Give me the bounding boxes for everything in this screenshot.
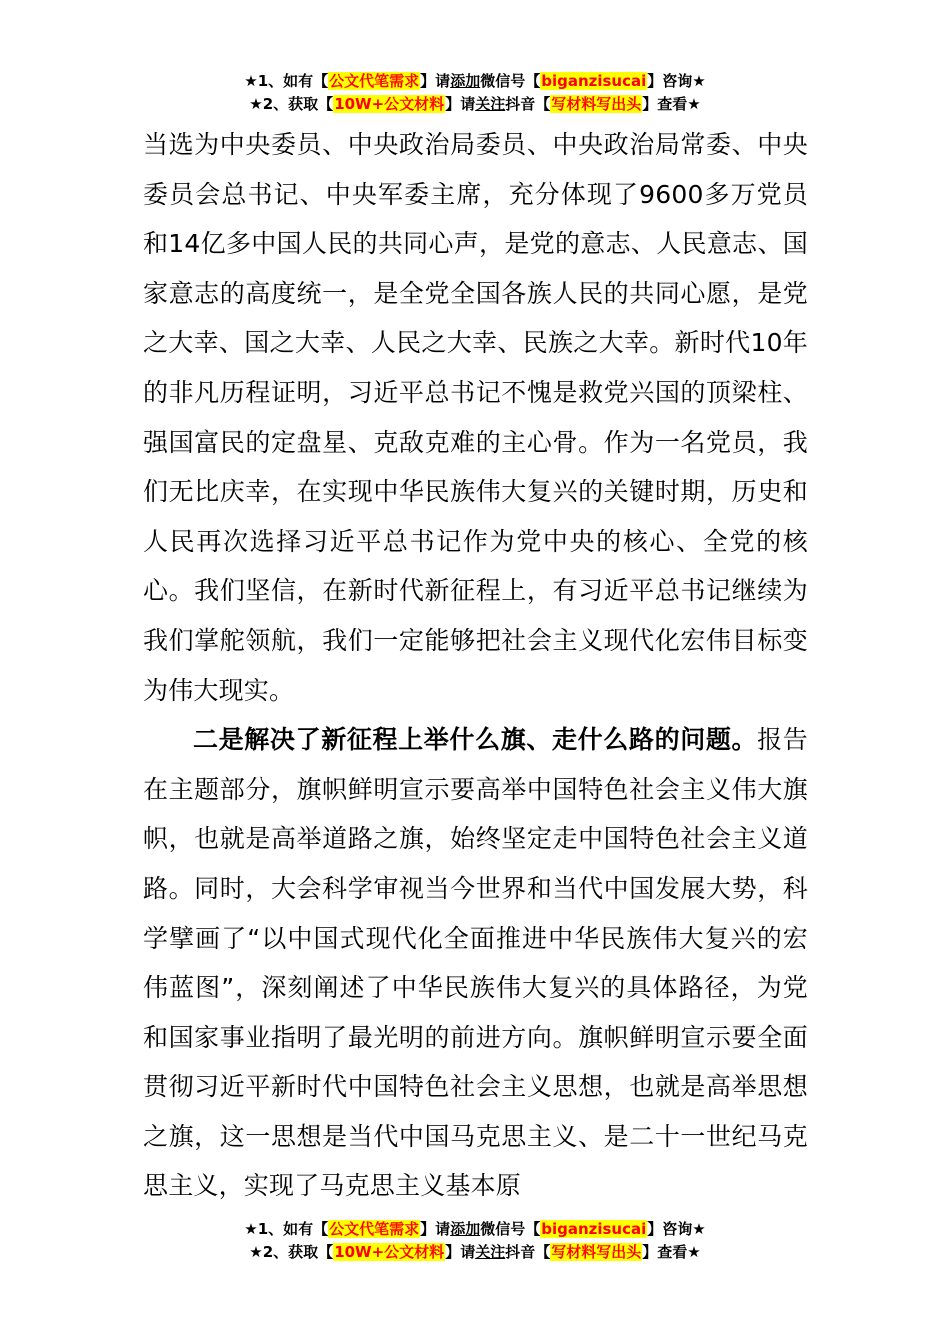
star-icon: ★	[244, 72, 258, 90]
paragraph-2-heading: 二是解决了新征程上举什么旗、走什么路的问题。	[193, 725, 758, 755]
highlight-service: 公文代笔需求	[329, 1220, 420, 1238]
header-banner	[0, 70, 950, 116]
highlight-materials: 10W+公文材料	[334, 1243, 445, 1261]
underlined-word: 添加	[450, 1220, 481, 1238]
highlight-service: 公文代笔需求	[329, 72, 420, 90]
underlined-word: 关注	[475, 1243, 506, 1261]
banner-line-1	[0, 1218, 950, 1241]
banner-text: 2、获取【	[262, 95, 334, 113]
banner-text: 】查看★	[642, 95, 701, 113]
document-body	[143, 120, 808, 1211]
paragraph-1: 当选为中央委员、中央政治局委员、中央政治局常委、中央委员会总书记、中央军委主席，充分体现了9600多万党员和14亿多中国人民的共同心声，是党的意志、人民意志、国家意志的高度统一，是全党全国各族人民的共同心愿，是党之大幸、国之大幸、人民之大幸、民族之大幸。新时代10年的非凡历程证明，习近平总书记不愧是救党兴国的顶梁柱、强国富民的定盘星、克敌克难的主心骨。作为一名党员，我们无比庆幸，在实现中华民族伟大复兴的关键时期，历史和人民再次选择习近平总书记作为党中央的核心、全党的核心。我们坚信，在新时代新征程上，有习近平总书记继续为我们掌舵领航，我们一定能够把社会主义现代化宏伟目标变为伟大现实。	[143, 130, 808, 705]
banner-text: 1、如有【	[257, 72, 329, 90]
banner-text: 抖音【	[505, 95, 551, 113]
douyin-account: 写材料写出头	[551, 95, 642, 113]
underlined-word: 关注	[475, 95, 506, 113]
banner-line-1	[0, 70, 950, 93]
banner-line-2	[0, 93, 950, 116]
banner-text: 2、获取【	[262, 1243, 334, 1261]
underlined-word: 添加	[450, 72, 481, 90]
star-icon: ★	[244, 1220, 258, 1238]
banner-text: 微信号【	[480, 1220, 541, 1238]
banner-text: 1、如有【	[257, 1220, 329, 1238]
banner-text: 】请	[420, 1220, 451, 1238]
wechat-id: biganzisucai	[541, 1220, 647, 1238]
banner-text: 】请	[445, 95, 476, 113]
paragraph-2-text: 报告在主题部分，旗帜鲜明宣示要高举中国特色社会主义伟大旗帜，也就是高举道路之旗，始终坚定走中国特色社会主义道路。同时，大会科学审视当今世界和当代中国发展大势，科学擘画了“以中国式现代化全面推进中华民族伟大复兴的宏伟蓝图”，深刻阐述了中华民族伟大复兴的具体路径，为党和国家事业指明了最光明的前进方向。旗帜鲜明宣示要全面贯彻习近平新时代中国特色社会主义思想，也就是高举思想之旗，这一思想是当代中国马克思主义、是二十一世纪马克思主义，实现了马克思主义基本原	[143, 725, 808, 1201]
star-icon: ★	[249, 1243, 263, 1261]
douyin-account: 写材料写出头	[551, 1243, 642, 1261]
footer-banner	[0, 1218, 950, 1264]
banner-text: 】查看★	[642, 1243, 701, 1261]
banner-text: 抖音【	[505, 1243, 551, 1261]
highlight-materials: 10W+公文材料	[334, 95, 445, 113]
banner-text: 】咨询★	[647, 72, 706, 90]
star-icon: ★	[249, 95, 263, 113]
banner-text: 】请	[420, 72, 451, 90]
banner-text: 】请	[445, 1243, 476, 1261]
paragraph-2	[143, 715, 808, 1211]
banner-text: 微信号【	[480, 72, 541, 90]
banner-line-2	[0, 1241, 950, 1264]
wechat-id: biganzisucai	[541, 72, 647, 90]
banner-text: 】咨询★	[647, 1220, 706, 1238]
